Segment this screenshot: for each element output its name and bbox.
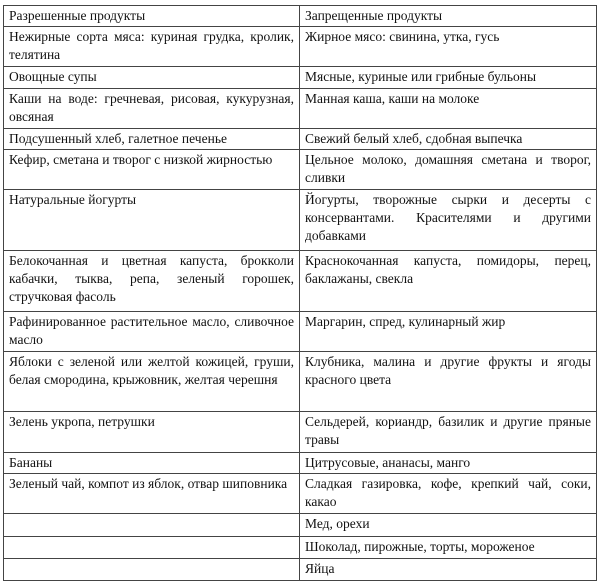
food-table — [3, 5, 597, 581]
table-row — [4, 128, 597, 149]
allowed-cell: Натуральные йогурты — [4, 190, 300, 251]
allowed-cell: Зеленый чай, компот из яблок, отвар шиповника — [4, 473, 300, 513]
allowed-cell: Каши на воде: гречневая, рисовая, кукурузная, овсяная — [4, 88, 300, 128]
table-row — [4, 351, 597, 412]
table-row — [4, 311, 597, 351]
forbidden-cell: Манная каша, каши на молоке — [300, 88, 597, 128]
allowed-cell: Кефир, сметана и творог с низкой жирностью — [4, 150, 300, 190]
table-row — [4, 473, 597, 513]
forbidden-cell: Сельдерей, кориандр, базилик и другие пряные травы — [300, 412, 597, 452]
table-header-row — [4, 6, 597, 27]
table-row — [4, 452, 597, 473]
table-row — [4, 412, 597, 452]
table-row — [4, 88, 597, 128]
forbidden-cell: Мед, орехи — [300, 514, 597, 536]
allowed-cell: Подсушенный хлеб, галетное печенье — [4, 128, 300, 149]
table-row — [4, 558, 597, 580]
table-row — [4, 190, 597, 251]
forbidden-cell: Яйца — [300, 558, 597, 580]
allowed-cell: Белокочанная и цветная капуста, брокколи кабачки, тыква, репа, зеленый горошек, стручковая фасоль — [4, 250, 300, 311]
allowed-cell: Овощные супы — [4, 67, 300, 88]
forbidden-cell: Мясные, куриные или грибные бульоны — [300, 67, 597, 88]
allowed-cell — [4, 558, 300, 580]
forbidden-cell: Клубника, малина и другие фрукты и ягоды красного цвета — [300, 351, 597, 412]
forbidden-cell: Шоколад, пирожные, торты, мороженое — [300, 536, 597, 558]
header-forbidden: Запрещенные продукты — [300, 6, 597, 27]
forbidden-cell: Цитрусовые, ананасы, манго — [300, 452, 597, 473]
forbidden-cell: Сладкая газировка, кофе, крепкий чай, соки, какао — [300, 473, 597, 513]
allowed-cell: Рафинированное растительное масло, сливочное масло — [4, 311, 300, 351]
header-allowed: Разрешенные продукты — [4, 6, 300, 27]
allowed-cell: Бананы — [4, 452, 300, 473]
allowed-cell: Яблоки с зеленой или желтой кожицей, груши, белая смородина, крыжовник, желтая черешня — [4, 351, 300, 412]
allowed-cell — [4, 536, 300, 558]
table-row — [4, 536, 597, 558]
forbidden-cell: Маргарин, спред, кулинарный жир — [300, 311, 597, 351]
forbidden-cell: Йогурты, творожные сырки и десерты с консервантами. Красителями и другими добавками — [300, 190, 597, 251]
forbidden-cell: Жирное мясо: свинина, утка, гусь — [300, 27, 597, 67]
forbidden-cell: Цельное молоко, домашняя сметана и творог, сливки — [300, 150, 597, 190]
forbidden-cell: Свежий белый хлеб, сдобная выпечка — [300, 128, 597, 149]
allowed-cell: Зелень укропа, петрушки — [4, 412, 300, 452]
table-row — [4, 250, 597, 311]
table-row — [4, 27, 597, 67]
allowed-cell: Нежирные сорта мяса: куриная грудка, кролик, телятина — [4, 27, 300, 67]
table-row — [4, 67, 597, 88]
table-row — [4, 150, 597, 190]
table-row — [4, 514, 597, 536]
forbidden-cell: Краснокочанная капуста, помидоры, перец, баклажаны, свекла — [300, 250, 597, 311]
allowed-cell — [4, 514, 300, 536]
